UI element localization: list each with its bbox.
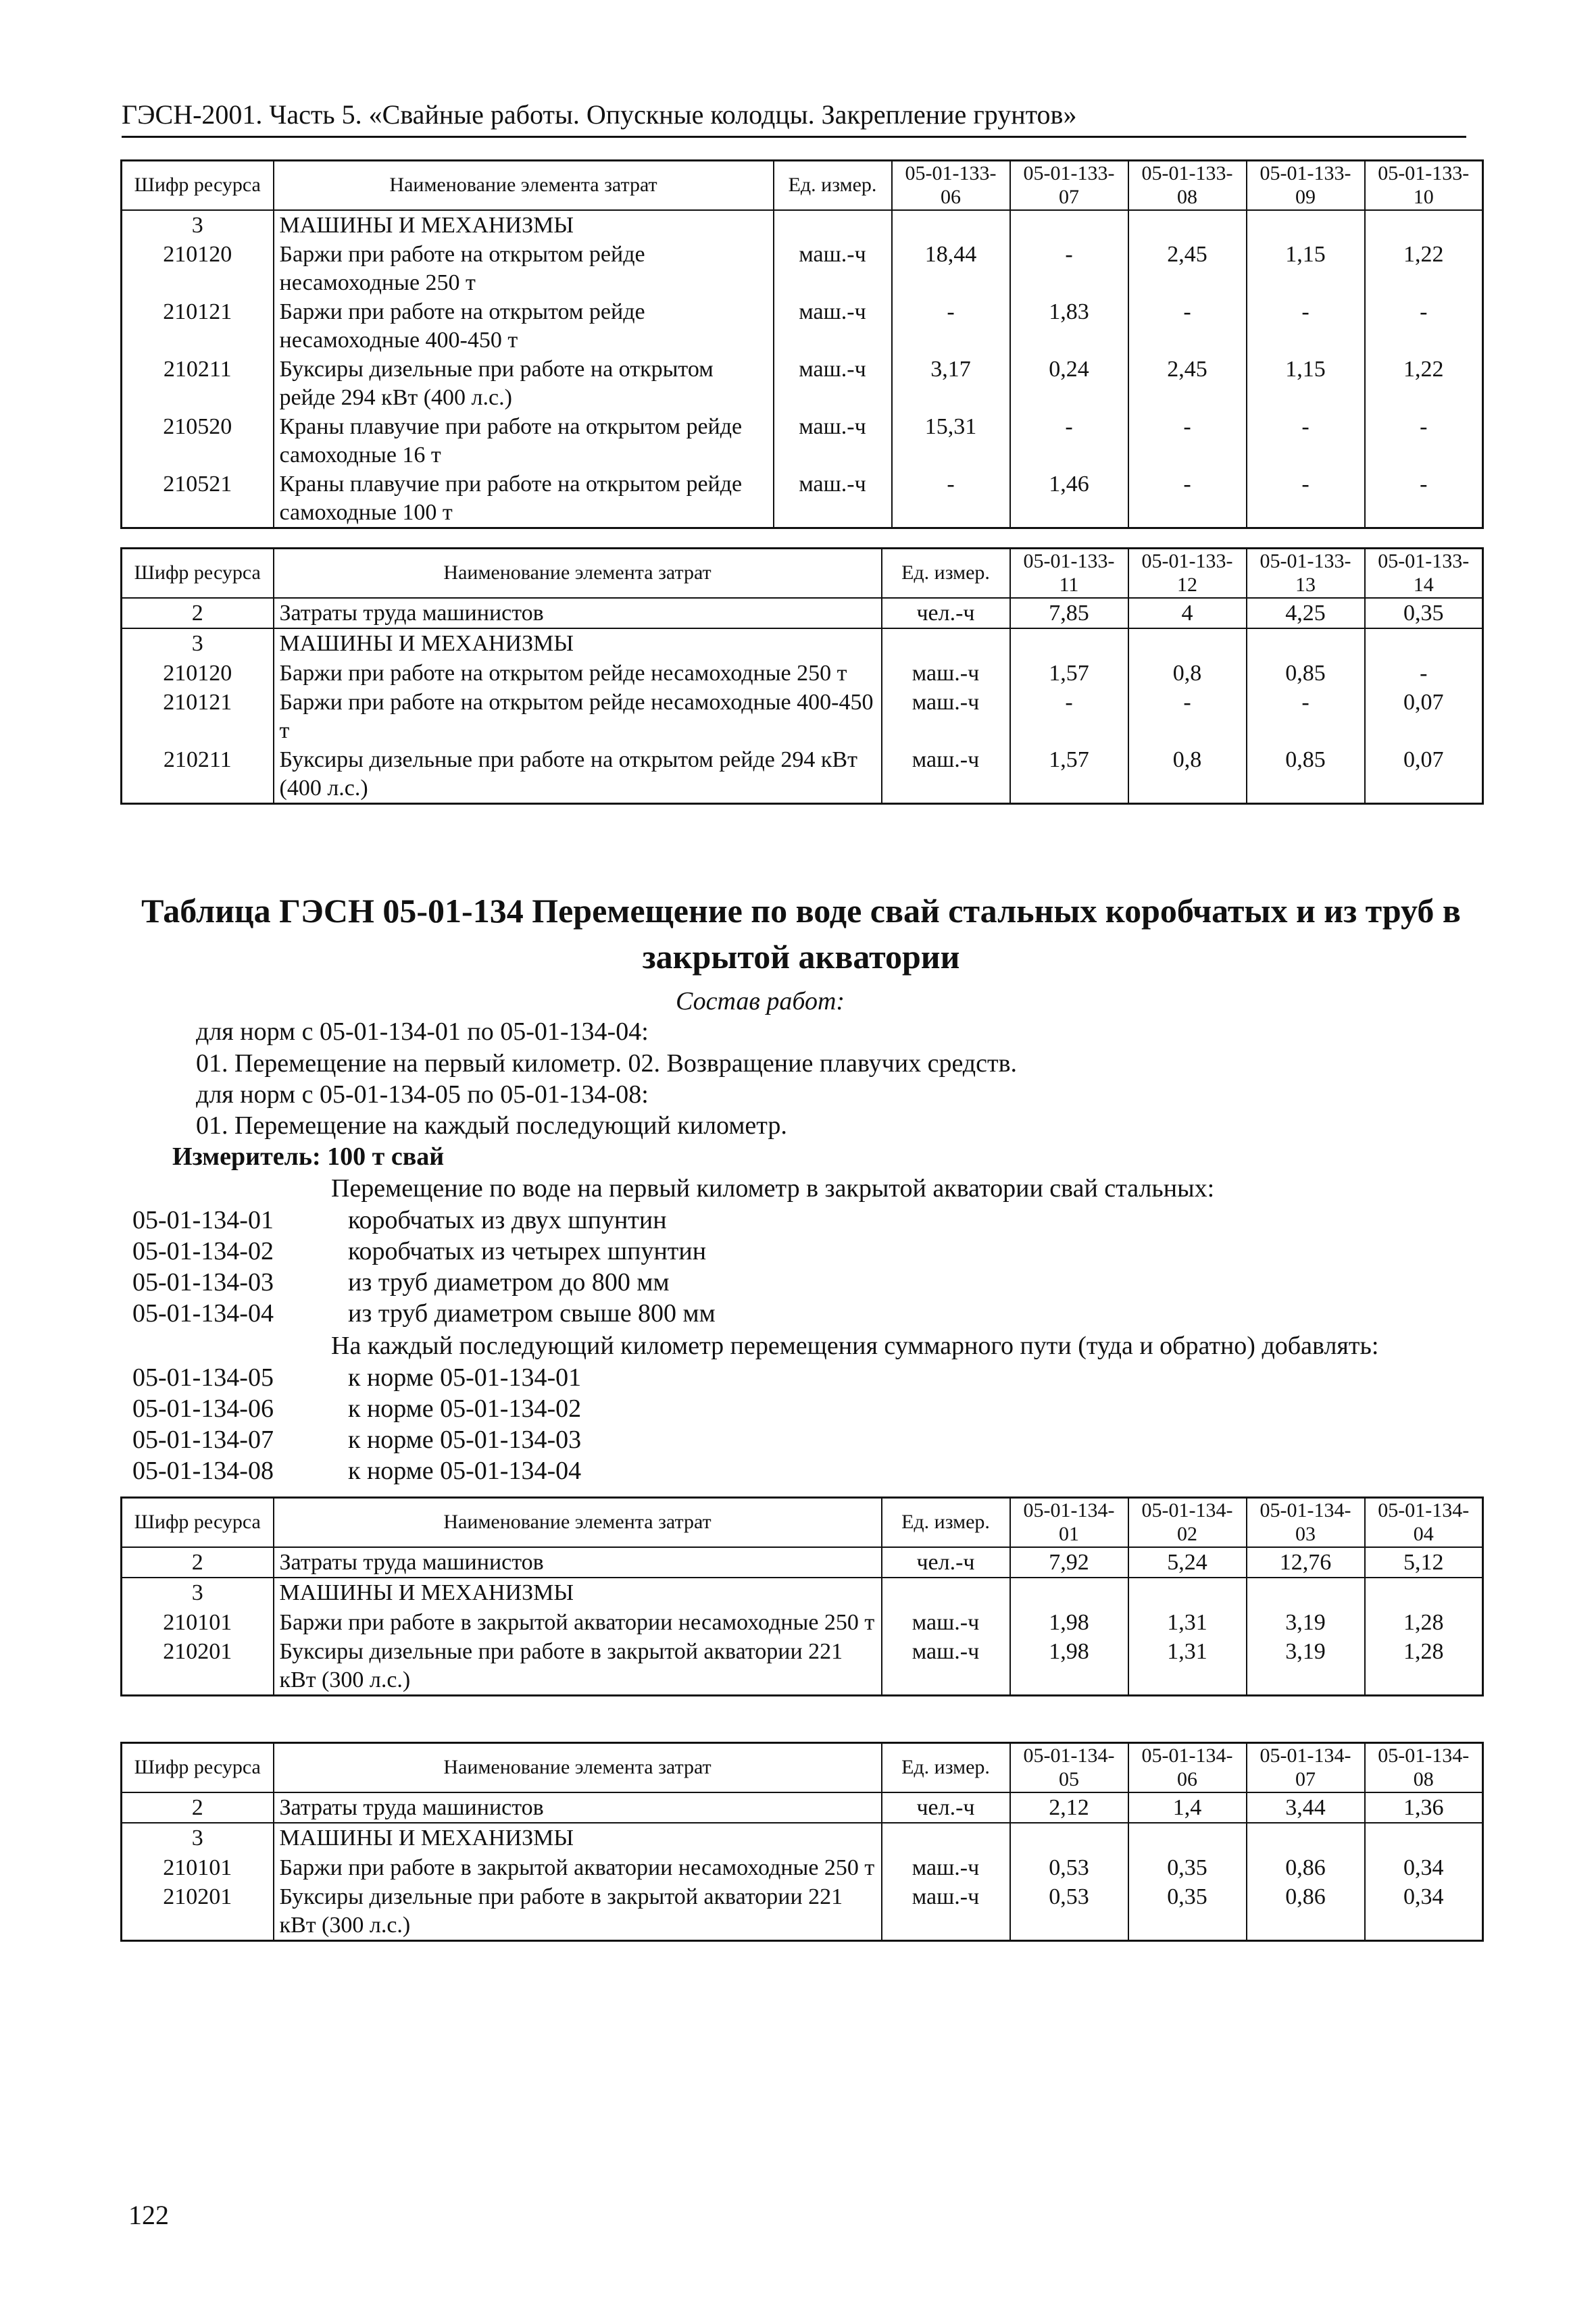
cell-value: 0,53: [1010, 1853, 1128, 1882]
cell-name: Баржи при работе в закрытой акватории несамоходные 250 т: [274, 1608, 882, 1637]
cell-value: -: [1128, 688, 1247, 745]
cell-value: 0,8: [1128, 745, 1247, 803]
cell-value: 3,19: [1247, 1637, 1365, 1695]
intro-2: На каждый последующий километр перемещения суммарного пути (туда и обратно) добавлять:: [331, 1332, 1379, 1360]
table-row: [122, 659, 1483, 688]
cell-name: Баржи при работе на открытом рейде несамоходные 250 т: [274, 240, 774, 297]
page-header: ГЭСН-2001. Часть 5. «Свайные работы. Опускные колодцы. Закрепление грунтов»: [122, 99, 1466, 138]
cell-name: Затраты труда машинистов: [274, 1547, 882, 1578]
col-header-code: Шифр ресурса: [122, 161, 274, 211]
cell-name: Затраты труда машинистов: [274, 1792, 882, 1823]
cell-code: 2: [122, 1792, 274, 1823]
cell-code: 3: [122, 210, 274, 240]
cell-unit: чел.-ч: [882, 598, 1010, 628]
cell-unit: маш.-ч: [774, 240, 892, 297]
cell-unit: маш.-ч: [882, 659, 1010, 688]
cell-value: 7,85: [1010, 598, 1128, 628]
cell-code: 210121: [122, 688, 274, 745]
table-row: [122, 1853, 1483, 1882]
cell-value: 1,22: [1365, 355, 1483, 412]
norm-table-134-05-08: [120, 1742, 1484, 1942]
table-row: [122, 240, 1483, 297]
cell-value: 0,35: [1128, 1853, 1247, 1882]
cell-code: 3: [122, 1578, 274, 1607]
cell-name: Буксиры дизельные при работе на открытом рейде 294 кВт (400 л.с.): [274, 745, 882, 803]
cell-value: -: [1365, 659, 1483, 688]
cell-value: -: [1010, 688, 1128, 745]
cell-code: 210120: [122, 240, 274, 297]
cell-code: 210120: [122, 659, 274, 688]
cell-value: 1,4: [1128, 1792, 1247, 1823]
cell-unit: [774, 210, 892, 240]
cell-value: [892, 210, 1010, 240]
cell-value: -: [1128, 297, 1247, 355]
cell-value: [1247, 210, 1365, 240]
cell-value: [1128, 210, 1247, 240]
col-header-norm: 05-01-134-06: [1128, 1743, 1247, 1793]
cell-code: 210201: [122, 1637, 274, 1695]
cell-unit: маш.-ч: [774, 412, 892, 470]
cell-value: [1128, 1823, 1247, 1853]
cell-value: 0,86: [1247, 1853, 1365, 1882]
cell-code: 2: [122, 598, 274, 628]
col-header-norm: 05-01-133-06: [892, 161, 1010, 211]
table-row: [122, 688, 1483, 745]
cell-value: 12,76: [1247, 1547, 1365, 1578]
cell-value: 0,85: [1247, 659, 1365, 688]
cell-name: МАШИНЫ И МЕХАНИЗМЫ: [274, 628, 882, 658]
cell-value: [1128, 628, 1247, 658]
col-header-code: Шифр ресурса: [122, 1498, 274, 1548]
cell-value: 4: [1128, 598, 1247, 628]
cell-name: Краны плавучие при работе на открытом рейде самоходные 100 т: [274, 470, 774, 528]
cell-value: [1247, 1578, 1365, 1607]
table-header-row: [122, 161, 1483, 211]
cell-value: 3,17: [892, 355, 1010, 412]
cell-value: [1010, 1578, 1128, 1607]
cell-unit: маш.-ч: [882, 745, 1010, 803]
cell-value: 0,07: [1365, 688, 1483, 745]
norm-code: 05-01-134-03: [132, 1268, 274, 1297]
cell-value: 2,45: [1128, 240, 1247, 297]
cell-unit: [882, 1578, 1010, 1607]
cell-value: 1,46: [1010, 470, 1128, 528]
table-header-row: [122, 1743, 1483, 1793]
cell-value: 1,31: [1128, 1608, 1247, 1637]
cell-value: -: [892, 470, 1010, 528]
cell-unit: чел.-ч: [882, 1547, 1010, 1578]
cell-value: 0,53: [1010, 1882, 1128, 1940]
cell-name: Краны плавучие при работе на открытом рейде самоходные 16 т: [274, 412, 774, 470]
cell-name: Баржи при работе на открытом рейде несамоходные 400-450 т: [274, 297, 774, 355]
cell-unit: чел.-ч: [882, 1792, 1010, 1823]
cell-value: 0,07: [1365, 745, 1483, 803]
cell-value: -: [1128, 412, 1247, 470]
col-header-name: Наименование элемента затрат: [274, 549, 882, 599]
cell-value: [1365, 1823, 1483, 1853]
col-header-norm: 05-01-134-04: [1365, 1498, 1483, 1548]
cell-value: 0,86: [1247, 1882, 1365, 1940]
cell-code: 210211: [122, 745, 274, 803]
cell-code: 210101: [122, 1853, 274, 1882]
cell-value: -: [1365, 412, 1483, 470]
cell-value: -: [1365, 470, 1483, 528]
table-row: [122, 412, 1483, 470]
composition-label: Состав работ:: [676, 987, 845, 1015]
cell-value: -: [1247, 297, 1365, 355]
cell-value: 2,45: [1128, 355, 1247, 412]
cell-value: -: [1010, 412, 1128, 470]
cell-value: [1365, 628, 1483, 658]
cell-value: 18,44: [892, 240, 1010, 297]
cell-value: 4,25: [1247, 598, 1365, 628]
cell-value: 3,19: [1247, 1608, 1365, 1637]
col-header-name: Наименование элемента затрат: [274, 161, 774, 211]
cell-code: 3: [122, 1823, 274, 1853]
cell-value: 1,15: [1247, 240, 1365, 297]
col-header-norm: 05-01-133-10: [1365, 161, 1483, 211]
norm-description: из труб диаметром свыше 800 мм: [348, 1299, 716, 1328]
cell-value: 3,44: [1247, 1792, 1365, 1823]
cell-unit: маш.-ч: [774, 470, 892, 528]
cell-name: Затраты труда машинистов: [274, 598, 882, 628]
col-header-norm: 05-01-134-05: [1010, 1743, 1128, 1793]
table-row: [122, 470, 1483, 528]
norm-description: к норме 05-01-134-01: [348, 1363, 582, 1392]
cell-code: 210121: [122, 297, 274, 355]
cell-code: 3: [122, 628, 274, 658]
cell-code: 210521: [122, 470, 274, 528]
cell-value: 1,28: [1365, 1637, 1483, 1695]
cell-value: -: [1010, 240, 1128, 297]
col-header-name: Наименование элемента затрат: [274, 1498, 882, 1548]
page-number: 122: [128, 2200, 169, 2230]
col-header-code: Шифр ресурса: [122, 1743, 274, 1793]
col-header-norm: 05-01-133-12: [1128, 549, 1247, 599]
cell-unit: маш.-ч: [774, 297, 892, 355]
norm-description: коробчатых из четырех шпунтин: [348, 1237, 707, 1265]
cell-unit: маш.-ч: [882, 688, 1010, 745]
section-title: Таблица ГЭСН 05-01-134 Перемещение по воде свай стальных коробчатых и из труб в закрытой акватории: [141, 892, 1461, 976]
norm-code: 05-01-134-08: [132, 1457, 274, 1485]
col-header-norm: 05-01-134-03: [1247, 1498, 1365, 1548]
cell-value: 0,35: [1128, 1882, 1247, 1940]
col-header-unit: Ед. измер.: [882, 1498, 1010, 1548]
cell-unit: маш.-ч: [882, 1608, 1010, 1637]
cell-value: 1,57: [1010, 659, 1128, 688]
cell-value: -: [1365, 297, 1483, 355]
norm-table-133-11-14: [120, 547, 1484, 805]
cell-value: 1,57: [1010, 745, 1128, 803]
cell-name: Баржи при работе в закрытой акватории несамоходные 250 т: [274, 1853, 882, 1882]
cell-unit: маш.-ч: [882, 1637, 1010, 1695]
norm-code: 05-01-134-06: [132, 1394, 274, 1423]
table-row: [122, 1578, 1483, 1607]
col-header-unit: Ед. измер.: [882, 549, 1010, 599]
table-row: [122, 1882, 1483, 1940]
cell-value: [1010, 628, 1128, 658]
meter-label: Измеритель: 100 т свай: [172, 1142, 445, 1171]
cell-name: МАШИНЫ И МЕХАНИЗМЫ: [274, 1578, 882, 1607]
table-header-row: [122, 1498, 1483, 1548]
norm-description: из труб диаметром до 800 мм: [348, 1268, 670, 1297]
cell-value: -: [1247, 470, 1365, 528]
table-row: [122, 1547, 1483, 1578]
norm-code: 05-01-134-05: [132, 1363, 274, 1392]
col-header-norm: 05-01-134-01: [1010, 1498, 1128, 1548]
col-header-norm: 05-01-133-13: [1247, 549, 1365, 599]
cell-value: -: [1128, 470, 1247, 528]
cell-value: 5,12: [1365, 1547, 1483, 1578]
norm-code: 05-01-134-04: [132, 1299, 274, 1328]
cell-value: 0,35: [1365, 598, 1483, 628]
col-header-name: Наименование элемента затрат: [274, 1743, 882, 1793]
works-2: 01. Перемещение на каждый последующий километр.: [196, 1111, 787, 1140]
table-row: [122, 598, 1483, 628]
cell-name: МАШИНЫ И МЕХАНИЗМЫ: [274, 1823, 882, 1853]
cell-code: 210211: [122, 355, 274, 412]
cell-value: 1,31: [1128, 1637, 1247, 1695]
cell-name: Буксиры дизельные при работе в закрытой акватории 221 кВт (300 л.с.): [274, 1637, 882, 1695]
cell-value: 15,31: [892, 412, 1010, 470]
cell-value: -: [1247, 688, 1365, 745]
table-row: [122, 1608, 1483, 1637]
col-header-norm: 05-01-134-07: [1247, 1743, 1365, 1793]
col-header-norm: 05-01-134-08: [1365, 1743, 1483, 1793]
col-header-norm: 05-01-133-07: [1010, 161, 1128, 211]
cell-unit: маш.-ч: [882, 1882, 1010, 1940]
cell-value: 0,8: [1128, 659, 1247, 688]
norm-description: к норме 05-01-134-04: [348, 1457, 582, 1485]
norm-code: 05-01-134-07: [132, 1426, 274, 1454]
cell-value: 1,22: [1365, 240, 1483, 297]
table-row: [122, 628, 1483, 658]
norm-code: 05-01-134-01: [132, 1206, 274, 1234]
col-header-norm: 05-01-133-09: [1247, 161, 1365, 211]
cell-value: [1365, 1578, 1483, 1607]
table-row: [122, 1792, 1483, 1823]
cell-name: Буксиры дизельные при работе на открытом рейде 294 кВт (400 л.с.): [274, 355, 774, 412]
cell-value: 0,34: [1365, 1853, 1483, 1882]
cell-unit: [882, 628, 1010, 658]
cell-value: [1010, 210, 1128, 240]
col-header-unit: Ед. измер.: [774, 161, 892, 211]
table-row: [122, 210, 1483, 240]
cell-value: [1247, 628, 1365, 658]
cell-name: Буксиры дизельные при работе в закрытой акватории 221 кВт (300 л.с.): [274, 1882, 882, 1940]
cell-value: 1,36: [1365, 1792, 1483, 1823]
norm-description: к норме 05-01-134-02: [348, 1394, 582, 1423]
cell-value: 5,24: [1128, 1547, 1247, 1578]
intro-1: Перемещение по воде на первый километр в закрытой акватории свай стальных:: [331, 1174, 1215, 1203]
cell-name: МАШИНЫ И МЕХАНИЗМЫ: [274, 210, 774, 240]
works-1: 01. Перемещение на первый километр. 02. Возвращение плавучих средств.: [196, 1049, 1018, 1078]
cell-value: [1010, 1823, 1128, 1853]
cell-value: -: [892, 297, 1010, 355]
col-header-norm: 05-01-133-11: [1010, 549, 1128, 599]
cell-code: 210520: [122, 412, 274, 470]
cell-code: 2: [122, 1547, 274, 1578]
cell-value: 1,28: [1365, 1608, 1483, 1637]
norm-table-134-01-04: [120, 1496, 1484, 1696]
cell-value: -: [1247, 412, 1365, 470]
cell-value: 1,15: [1247, 355, 1365, 412]
cell-value: [1247, 1823, 1365, 1853]
cell-value: 2,12: [1010, 1792, 1128, 1823]
cell-value: [1128, 1578, 1247, 1607]
table-row: [122, 355, 1483, 412]
cell-code: 210201: [122, 1882, 274, 1940]
col-header-unit: Ед. измер.: [882, 1743, 1010, 1793]
norm-table-133-06-10: [120, 159, 1484, 529]
col-header-norm: 05-01-133-14: [1365, 549, 1483, 599]
table-row: [122, 297, 1483, 355]
table-row: [122, 1637, 1483, 1695]
col-header-code: Шифр ресурса: [122, 549, 274, 599]
norm-code: 05-01-134-02: [132, 1237, 274, 1265]
table-row: [122, 745, 1483, 803]
norm-range-2: для норм с 05-01-134-05 по 05-01-134-08:: [196, 1080, 649, 1109]
col-header-norm: 05-01-133-08: [1128, 161, 1247, 211]
table-header-row: [122, 549, 1483, 599]
cell-unit: маш.-ч: [882, 1853, 1010, 1882]
cell-value: [1365, 210, 1483, 240]
col-header-norm: 05-01-134-02: [1128, 1498, 1247, 1548]
cell-value: 1,98: [1010, 1637, 1128, 1695]
norm-range-1: для норм с 05-01-134-01 по 05-01-134-04:: [196, 1017, 649, 1046]
cell-value: 0,34: [1365, 1882, 1483, 1940]
norm-description: к норме 05-01-134-03: [348, 1426, 582, 1454]
table-row: [122, 1823, 1483, 1853]
cell-value: 0,24: [1010, 355, 1128, 412]
cell-unit: маш.-ч: [774, 355, 892, 412]
cell-value: 0,85: [1247, 745, 1365, 803]
cell-name: Баржи при работе на открытом рейде несамоходные 250 т: [274, 659, 882, 688]
norm-description: коробчатых из двух шпунтин: [348, 1206, 667, 1234]
cell-name: Баржи при работе на открытом рейде несамоходные 400-450 т: [274, 688, 882, 745]
cell-value: 7,92: [1010, 1547, 1128, 1578]
cell-code: 210101: [122, 1608, 274, 1637]
cell-value: 1,83: [1010, 297, 1128, 355]
cell-unit: [882, 1823, 1010, 1853]
cell-value: 1,98: [1010, 1608, 1128, 1637]
